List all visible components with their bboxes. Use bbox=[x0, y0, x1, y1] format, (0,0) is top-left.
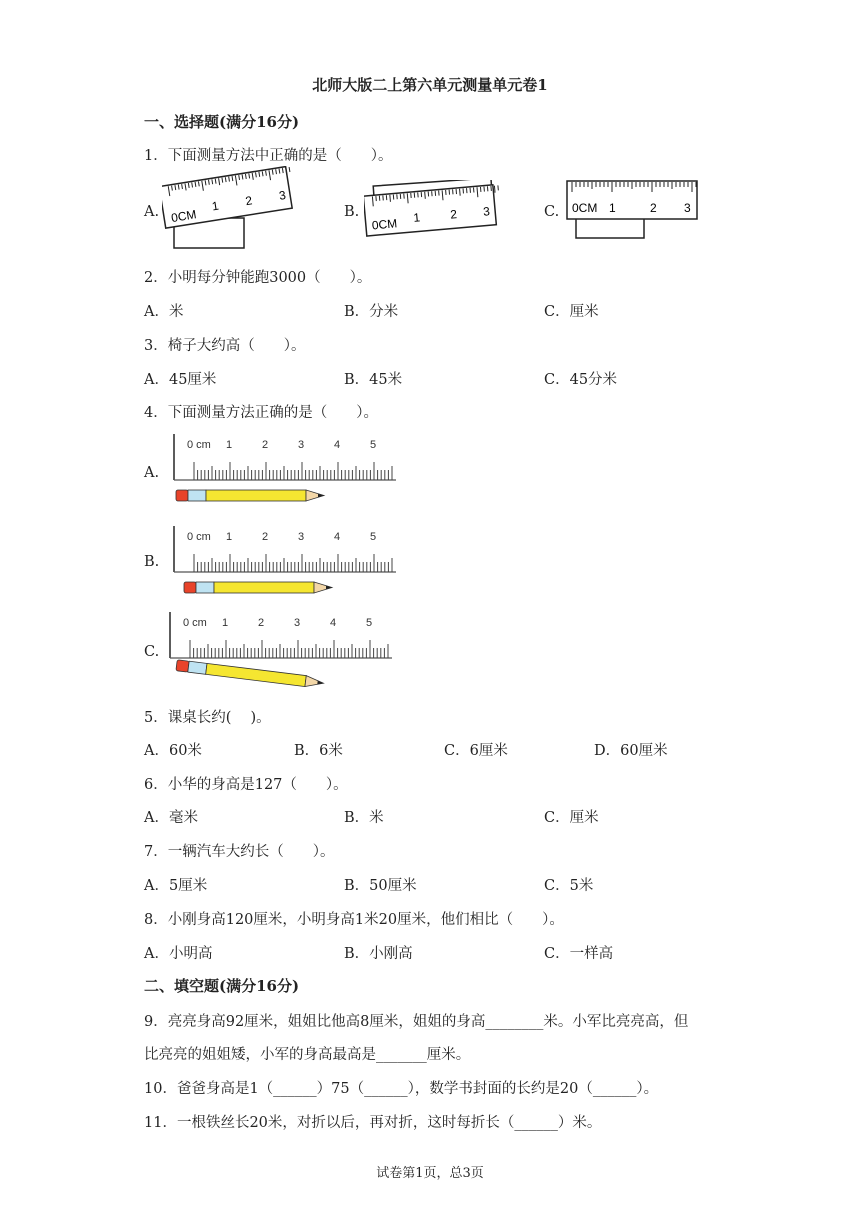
ruler-tick-label: 1 bbox=[412, 210, 421, 225]
question-5: 5．课桌长约( )。 bbox=[144, 710, 271, 726]
ruler-tick-label: 3 bbox=[298, 531, 305, 543]
option-a: A．米 bbox=[144, 304, 184, 320]
page-footer: 试卷第1页，总3页 bbox=[376, 1166, 484, 1181]
section-heading-fill: 二、填空题(满分16分) bbox=[144, 977, 300, 995]
question-3: 3．椅子大约高（ ）。 bbox=[144, 338, 306, 354]
small-ruler bbox=[567, 181, 697, 219]
ruler-tick-label: 2 bbox=[262, 531, 269, 543]
ruler-tick-label: 2 bbox=[650, 201, 657, 215]
ruler-zero-label: 0CM bbox=[572, 201, 598, 215]
ruler-tick-label: 1 bbox=[226, 439, 233, 451]
ruler-tick-label: 5 bbox=[366, 617, 373, 629]
large-ruler bbox=[174, 526, 396, 572]
option-c: C．厘米 bbox=[544, 810, 599, 826]
option-label: C. bbox=[144, 644, 160, 660]
option-b: B．6米 bbox=[294, 743, 343, 759]
question-9-line-1: 9．亮亮身高92厘米，姐姐比他高8厘米，姐姐的身高________米。小军比亮亮高，但 bbox=[144, 1014, 689, 1030]
small-ruler bbox=[162, 166, 296, 228]
option-c: C．一样高 bbox=[544, 946, 614, 962]
ruler-tick-label: 0 cm bbox=[187, 439, 211, 451]
ruler-tick-label: 5 bbox=[370, 531, 377, 543]
option-a: A．5厘米 bbox=[144, 878, 208, 894]
question-4: 4．下面测量方法正确的是（ ）。 bbox=[144, 405, 378, 421]
option-c: C．6厘米 bbox=[444, 743, 508, 759]
ruler-zero-label: 0CM bbox=[170, 207, 198, 226]
ruler-tick-label: 1 bbox=[210, 198, 220, 214]
figure-q1-c bbox=[564, 178, 702, 242]
question-9-line-2: 比亮亮的姐姐矮，小军的身高最高是_______厘米。 bbox=[144, 1047, 471, 1063]
question-1: 1．下面测量方法中正确的是（ ）。 bbox=[144, 148, 393, 164]
ruler-tick-label: 3 bbox=[482, 204, 491, 219]
question-8: 8．小刚身高120厘米，小明身高1米20厘米，他们相比（ ）。 bbox=[144, 912, 564, 928]
ruler-tick-label: 3 bbox=[298, 439, 305, 451]
ruler-tick-label: 3 bbox=[294, 617, 301, 629]
ruler-tick-label: 2 bbox=[244, 193, 254, 209]
ruler-tick-label: 5 bbox=[370, 439, 377, 451]
ruler-tick-label: 1 bbox=[609, 201, 616, 215]
ruler-tick-label: 3 bbox=[278, 188, 287, 203]
option-b: B．小刚高 bbox=[344, 946, 413, 962]
ruler-tick-label: 4 bbox=[330, 617, 337, 629]
option-c: C．厘米 bbox=[544, 304, 599, 320]
large-ruler bbox=[170, 612, 392, 658]
ruler-tick-label: 0 cm bbox=[183, 617, 207, 629]
option-a: A．45厘米 bbox=[144, 372, 217, 388]
ruler-tick-label: 2 bbox=[449, 207, 458, 222]
option-b: B．45米 bbox=[344, 372, 403, 388]
question-11: 11．一根铁丝长20米，对折以后，再对折，这时每折长（______）米。 bbox=[144, 1115, 602, 1131]
ruler-tick-label: 2 bbox=[262, 439, 269, 451]
option-a: A．小明高 bbox=[144, 946, 213, 962]
section-heading-choice: 一、选择题(满分16分) bbox=[144, 113, 300, 131]
option-label: B. bbox=[344, 204, 360, 220]
ruler-tick-label: 4 bbox=[334, 439, 341, 451]
question-2: 2．小明每分钟能跑3000（ ）。 bbox=[144, 270, 372, 286]
option-label: C. bbox=[544, 204, 560, 220]
option-c: C．5米 bbox=[544, 878, 594, 894]
ruler-tick-label: 2 bbox=[258, 617, 265, 629]
question-6: 6．小华的身高是127（ ）。 bbox=[144, 777, 348, 793]
option-b: B．米 bbox=[344, 810, 384, 826]
large-ruler bbox=[174, 434, 396, 480]
ruler-tick-label: 4 bbox=[334, 531, 341, 543]
option-c: C．45分米 bbox=[544, 372, 618, 388]
option-a: A．60米 bbox=[144, 743, 202, 759]
question-7: 7．一辆汽车大约长（ ）。 bbox=[144, 844, 335, 860]
option-b: B．分米 bbox=[344, 304, 399, 320]
figure-q1-a bbox=[162, 166, 342, 254]
figure-q4-c bbox=[166, 610, 392, 690]
ruler-tick-label: 0 cm bbox=[187, 531, 211, 543]
option-b: B．50厘米 bbox=[344, 878, 417, 894]
option-a: A．毫米 bbox=[144, 810, 198, 826]
ruler-zero-label: 0CM bbox=[371, 216, 398, 233]
ruler-tick-label: 1 bbox=[222, 617, 229, 629]
figure-q4-b bbox=[170, 524, 396, 596]
option-label: A. bbox=[144, 465, 160, 481]
pencil-icon bbox=[184, 582, 332, 593]
pencil-icon bbox=[176, 490, 324, 501]
option-label: B. bbox=[144, 554, 160, 570]
pencil-icon bbox=[176, 660, 324, 689]
figure-q4-a bbox=[170, 432, 396, 504]
ruler-tick-label: 3 bbox=[684, 201, 691, 215]
option-d: D．60厘米 bbox=[594, 743, 668, 759]
page-title: 北师大版二上第六单元测量单元卷1 bbox=[312, 76, 548, 94]
option-label: A. bbox=[144, 204, 160, 220]
figure-q1-b bbox=[364, 180, 514, 242]
question-10: 10．爸爸身高是1（______）75（______），数学书封面的长约是20（______）。 bbox=[144, 1081, 659, 1097]
ruler-tick-label: 1 bbox=[226, 531, 233, 543]
